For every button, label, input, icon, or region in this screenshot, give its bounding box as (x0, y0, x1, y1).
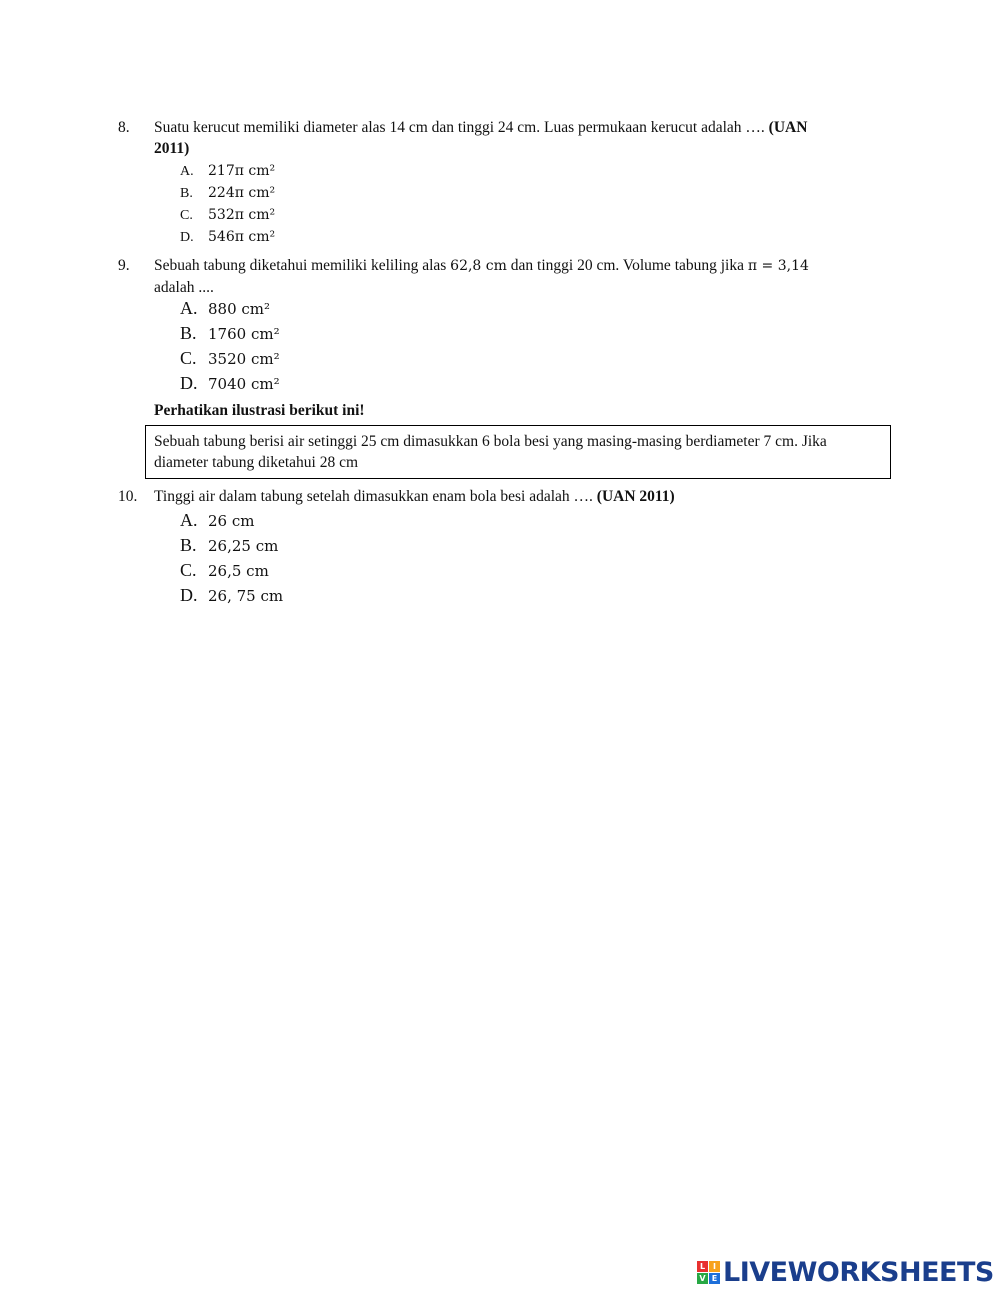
option-value: 3520 cm² (208, 350, 280, 368)
option-letter: D. (180, 230, 194, 245)
option-value: 224π cm² (208, 185, 276, 201)
option-letter: D. (180, 585, 198, 605)
option-c[interactable] (180, 560, 283, 585)
question-number: 10. (118, 488, 138, 505)
option-a[interactable] (180, 298, 280, 323)
option-value: 217π cm² (208, 163, 276, 179)
options-list (180, 510, 283, 610)
question-number: 9. (118, 257, 130, 274)
option-letter: A. (180, 510, 198, 530)
question-math: 62,8 cm (450, 258, 507, 274)
question-text (154, 255, 854, 298)
question-source-year: 2011) (154, 140, 190, 157)
logo-text: LIVEWORKSHEETS (723, 1256, 994, 1288)
illustration-line: Sebuah tabung berisi air setinggi 25 cm dimasukkan 6 bola besi yang masing-masing berdiameter 7 cm. Jika (154, 433, 827, 450)
question-source: (UAN 2011) (596, 488, 675, 505)
option-value: 532π cm² (208, 207, 276, 223)
option-a[interactable] (180, 161, 275, 183)
question-math: π = 3,14 (747, 258, 809, 274)
question-text (154, 117, 854, 159)
logo-square: E (709, 1273, 720, 1284)
illustration-line: diameter tabung diketahui 28 cm (154, 454, 359, 471)
option-d[interactable] (180, 373, 280, 398)
option-letter: D. (180, 373, 198, 393)
question-number: 8. (118, 119, 130, 136)
illustration-heading: Perhatikan ilustrasi berikut ini! (154, 402, 365, 419)
option-value: 7040 cm² (208, 375, 280, 393)
option-value: 1760 cm² (208, 325, 280, 343)
logo-square: L (697, 1261, 708, 1272)
option-value: 26,25 cm (208, 537, 279, 555)
option-c[interactable] (180, 348, 280, 373)
option-letter: B. (180, 186, 193, 201)
question-text-part: Sebuah tabung diketahui memiliki keliling alas (154, 257, 451, 274)
option-letter: A. (180, 164, 194, 179)
question-text-line: adalah .... (154, 279, 214, 296)
question-text (154, 486, 854, 507)
option-value: 546π cm² (208, 229, 276, 245)
liveworksheets-logo[interactable] (697, 1255, 994, 1289)
option-value: 880 cm² (208, 300, 271, 318)
option-a[interactable] (180, 510, 283, 535)
option-c[interactable] (180, 205, 275, 227)
logo-square: V (697, 1273, 708, 1284)
illustration-box (145, 425, 891, 479)
option-letter: B. (180, 323, 197, 343)
option-b[interactable] (180, 323, 280, 348)
option-d[interactable] (180, 585, 283, 610)
options-list (180, 161, 275, 249)
question-source: (UAN (768, 119, 808, 136)
option-letter: C. (180, 348, 197, 368)
question-text-line: Tinggi air dalam tabung setelah dimasukkan enam bola besi adalah …. (154, 488, 597, 505)
option-value: 26, 75 cm (208, 587, 284, 605)
option-letter: C. (180, 560, 197, 580)
logo-squares-icon (697, 1261, 720, 1284)
question-text-line: Suatu kerucut memiliki diameter alas 14 cm dan tinggi 24 cm. Luas permukaan kerucut adalah …. (154, 119, 769, 136)
option-b[interactable] (180, 535, 283, 560)
options-list (180, 298, 280, 398)
option-letter: C. (180, 208, 193, 223)
option-d[interactable] (180, 227, 275, 249)
option-letter: A. (180, 298, 198, 318)
option-b[interactable] (180, 183, 275, 205)
logo-square: I (709, 1261, 720, 1272)
option-value: 26,5 cm (208, 562, 269, 580)
option-letter: B. (180, 535, 197, 555)
option-value: 26 cm (208, 512, 255, 530)
question-text-part: dan tinggi 20 cm. Volume tabung jika (506, 257, 748, 274)
